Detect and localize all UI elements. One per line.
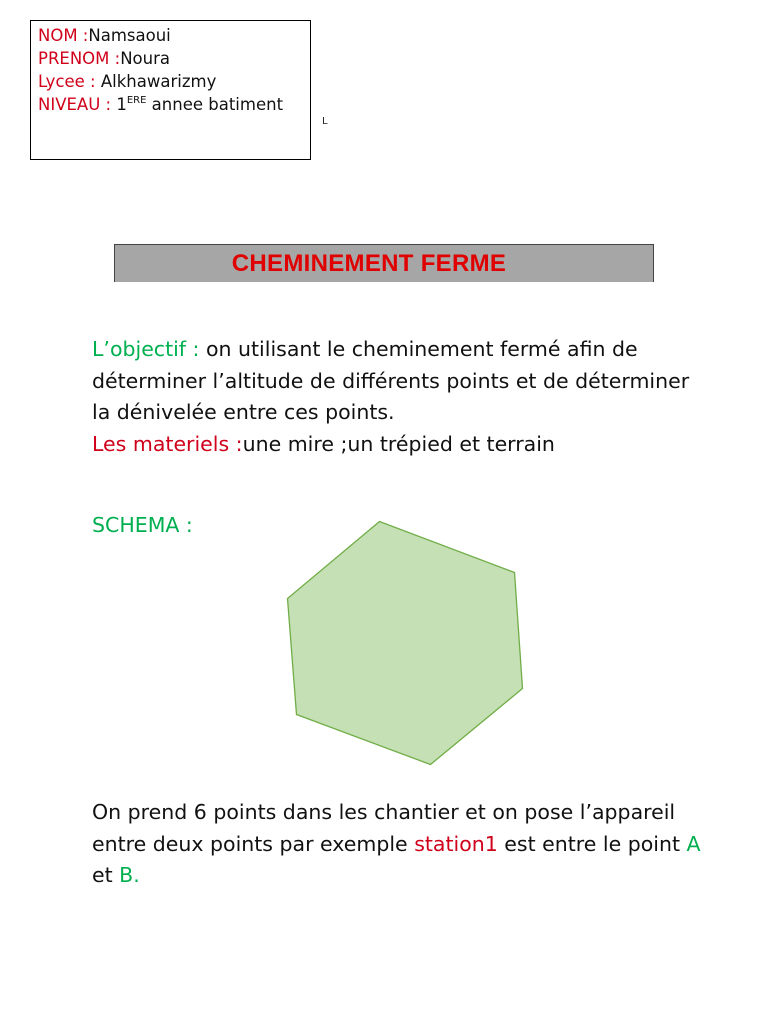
description-part2: est entre le point: [497, 831, 687, 856]
nom-label: NOM :: [38, 26, 89, 45]
title-bar: [114, 244, 654, 282]
stray-mark: L: [322, 116, 328, 127]
page-title: CHEMINEMENT FERME: [231, 250, 507, 277]
hexagon-schema: [280, 515, 530, 770]
point-a-label: A: [686, 831, 701, 856]
niveau-line: [38, 93, 310, 116]
niveau-label: NIVEAU :: [38, 95, 117, 114]
description-part3: et: [92, 863, 120, 887]
station-label: station1: [414, 831, 498, 856]
niveau-value: annee batiment: [146, 95, 284, 114]
niveau-superscript: ERE: [126, 95, 147, 106]
identity-box: [30, 20, 311, 160]
objectif-label: L’objectif :: [92, 337, 206, 361]
description-part1: On prend 6 points dans les chantier et on pose l’appareil entre deux points par exemple: [92, 800, 676, 856]
nom-value: Namsaoui: [88, 26, 171, 45]
prenom-value: Noura: [120, 49, 171, 68]
hexagon-shape: [288, 522, 523, 765]
lycee-value: Alkhawarizmy: [100, 72, 217, 91]
prenom-label: PRENOM :: [38, 49, 121, 68]
prenom-line: [38, 47, 310, 70]
description-paragraph: [92, 797, 702, 892]
point-b-label: B.: [119, 863, 140, 887]
materiels-text: une mire ;un trépied et terrain: [242, 431, 555, 456]
nom-line: [38, 24, 310, 47]
materiels-label: Les materiels :: [92, 431, 243, 456]
schema-label: SCHEMA :: [92, 513, 193, 537]
lycee-line: [38, 70, 310, 93]
lycee-label: Lycee :: [38, 72, 101, 91]
niveau-number: 1: [116, 95, 127, 114]
objectif-text: on utilisant le cheminement fermé afin de déterminer l’altitude de différents points et de déterminer la dénivelée entre ces points.: [92, 337, 690, 424]
objectif-paragraph: [92, 334, 702, 460]
